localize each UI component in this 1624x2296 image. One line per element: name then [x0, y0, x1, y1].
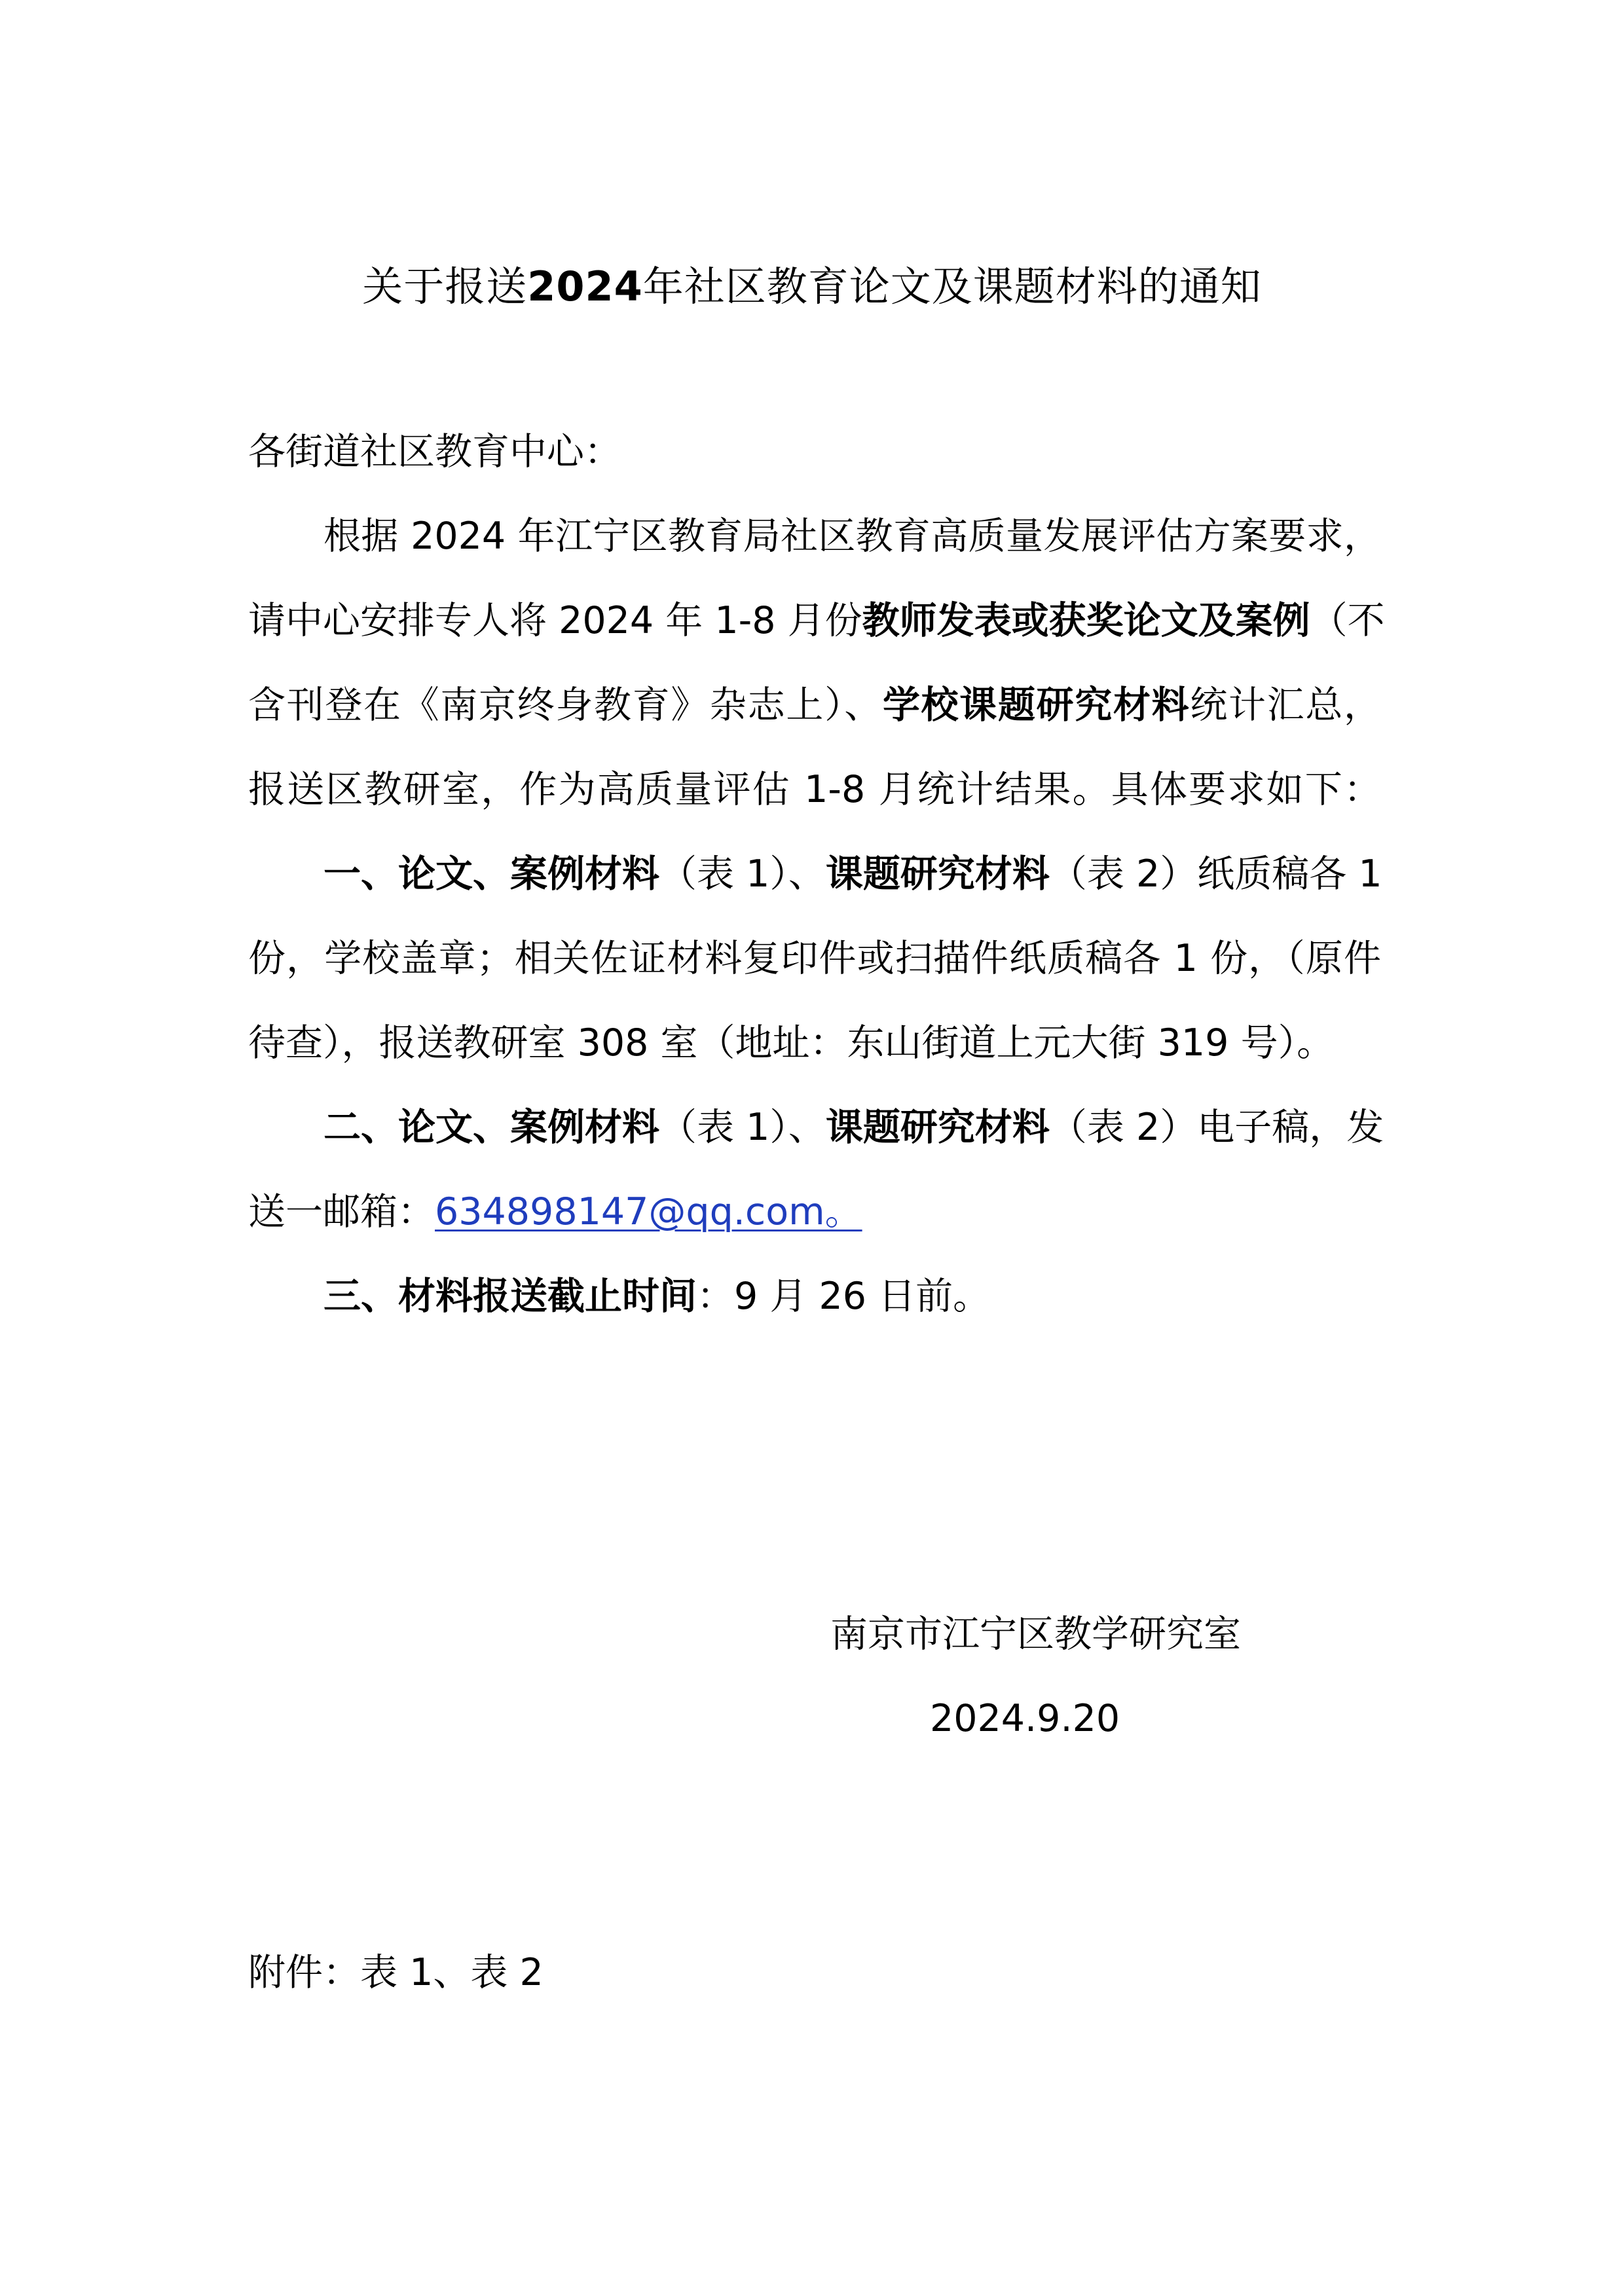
item2-papers: 论文、案例材料 — [398, 1106, 659, 1149]
intro-line-3-c: 统计汇总， — [1190, 683, 1382, 727]
item2-line-2 — [248, 1190, 1381, 1233]
page-title — [0, 254, 1624, 312]
item2-table2: （表 2）电子稿，发 — [1049, 1106, 1384, 1149]
item2-line-1 — [323, 1106, 1384, 1149]
item1-papers: 论文、案例材料 — [398, 852, 659, 896]
item3-number: 三、 — [323, 1275, 398, 1318]
item3-deadline-label: 材料报送截止时间 — [398, 1275, 697, 1318]
signature-date: 2024.9.20 — [930, 1697, 1120, 1740]
item2-table1: （表 1）、 — [659, 1106, 826, 1149]
title-year: 2024 — [527, 263, 643, 310]
item1-line-2: 份，学校盖章；相关佐证材料复印件或扫描件纸质稿各 1 份，（原件 — [248, 937, 1381, 980]
item1-table2: （表 2）纸质稿各 1 — [1049, 852, 1382, 896]
email-link[interactable]: 634898147@qq.com。 — [435, 1190, 862, 1233]
intro-line-2 — [248, 599, 1385, 642]
salutation: 各街道社区教育中心： — [248, 430, 621, 473]
item1-research: 课题研究材料 — [825, 852, 1050, 896]
signature-org: 南京市江宁区教学研究室 — [830, 1613, 1241, 1656]
item2-research: 课题研究材料 — [825, 1106, 1050, 1149]
email-prefix: 送一邮箱： — [248, 1190, 435, 1233]
item1-line-3: 待查），报送教研室 308 室（地址：东山街道上元大街 319 号）。 — [248, 1021, 1335, 1065]
item3-deadline-value: ：9 月 26 日前。 — [697, 1275, 991, 1318]
title-part1: 关于报送 — [362, 263, 528, 310]
item2-number: 二、 — [323, 1106, 398, 1149]
item1-line-1 — [323, 852, 1381, 896]
item1-number: 一、 — [323, 852, 398, 896]
intro-highlight-research: 学校课题研究材料 — [882, 683, 1190, 727]
intro-line-2-a: 请中心安排专人将 2024 年 1-8 月份 — [248, 599, 862, 642]
title-part2: 年社区教育论文及课题材料的通知 — [642, 263, 1262, 310]
intro-line-4: 报送区教研室，作为高质量评估 1-8 月统计结果。具体要求如下： — [248, 768, 1381, 811]
intro-line-1: 根据 2024 年江宁区教育局社区教育高质量发展评估方案要求， — [323, 515, 1381, 558]
intro-line-3-a: 含刊登在《南京终身教育》杂志上）、 — [248, 683, 883, 727]
attachment-note: 附件：表 1、表 2 — [248, 1951, 544, 1994]
item1-table1: （表 1）、 — [659, 852, 826, 896]
intro-line-3 — [248, 683, 1381, 727]
intro-highlight-papers: 教师发表或获奖论文及案例 — [862, 599, 1310, 642]
intro-line-2-c: （不 — [1310, 599, 1385, 642]
item3-line — [323, 1275, 1381, 1318]
